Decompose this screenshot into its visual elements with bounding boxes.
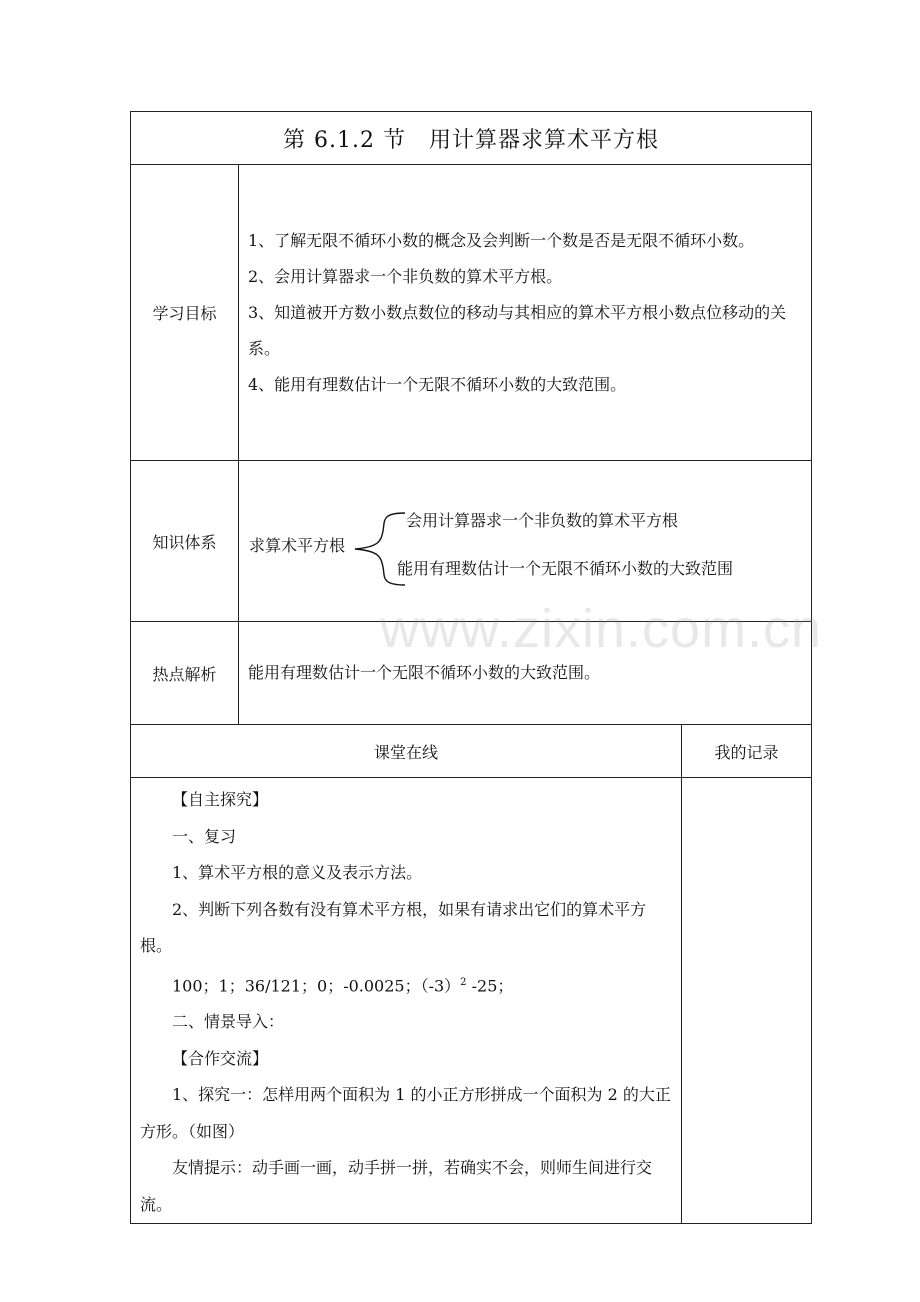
my-notes-area[interactable] [682, 778, 812, 1224]
knowledge-label: 知识体系 [131, 461, 239, 622]
section-heading: 【自主探究】 [172, 790, 269, 809]
lesson-plan-table [130, 111, 812, 1224]
knowledge-diagram [239, 461, 812, 622]
goal-item: 3、知道被开方数小数点数位的移动与其相应的算术平方根小数点位移动的关系。 [248, 302, 787, 358]
number-list-text: -25； [466, 975, 514, 995]
goals-label: 学习目标 [131, 165, 239, 461]
section-heading: 二、情景导入： [172, 1012, 285, 1032]
knowledge-root: 求算术平方根 [249, 536, 346, 555]
goal-item: 2、会用计算器求一个非负数的算术平方根。 [248, 266, 563, 286]
hotspot-content: 能用有理数估计一个无限不循环小数的大致范围。 [239, 622, 812, 725]
question-text: 1、探究一：怎样用两个面积为 1 的小正方形拼成一个面积为 2 的大正方形。（如图） [140, 1085, 671, 1141]
lesson-content [131, 778, 682, 1224]
class-online-header: 课堂在线 [131, 725, 682, 778]
my-notes-header: 我的记录 [682, 725, 812, 778]
number-list-text: 100；1；36/121；0；-0.0025；（-3） [172, 975, 461, 995]
goals-content [239, 165, 812, 461]
number-list [140, 965, 671, 1005]
section-heading: 一、复习 [172, 826, 237, 846]
hotspot-label: 热点解析 [131, 622, 239, 725]
knowledge-branch: 会用计算器求一个非负数的算术平方根 [406, 511, 679, 530]
knowledge-branch: 能用有理数估计一个无限不循环小数的大致范围 [397, 559, 734, 578]
question-text: 2、判断下列各数有没有算术平方根，如果有请求出它们的算术平方根。 [140, 899, 647, 955]
goal-item: 4、能用有理数估计一个无限不循环小数的大致范围。 [248, 374, 627, 394]
goal-item: 1、了解无限不循环小数的概念及会判断一个数是否是无限不循环小数。 [248, 230, 755, 250]
watermark: www.zixin.com.cn [380, 599, 823, 659]
exponent: 2 [460, 976, 467, 988]
question-text: 1、算术平方根的意义及表示方法。 [172, 863, 423, 882]
hint-text: 友情提示：动手画一画，动手拼一拼，若确实不会，则师生间进行交流。 [140, 1158, 653, 1214]
section-heading: 【合作交流】 [172, 1048, 269, 1068]
document-title: 第 6.1.2 节 用计算器求算术平方根 [131, 112, 812, 165]
